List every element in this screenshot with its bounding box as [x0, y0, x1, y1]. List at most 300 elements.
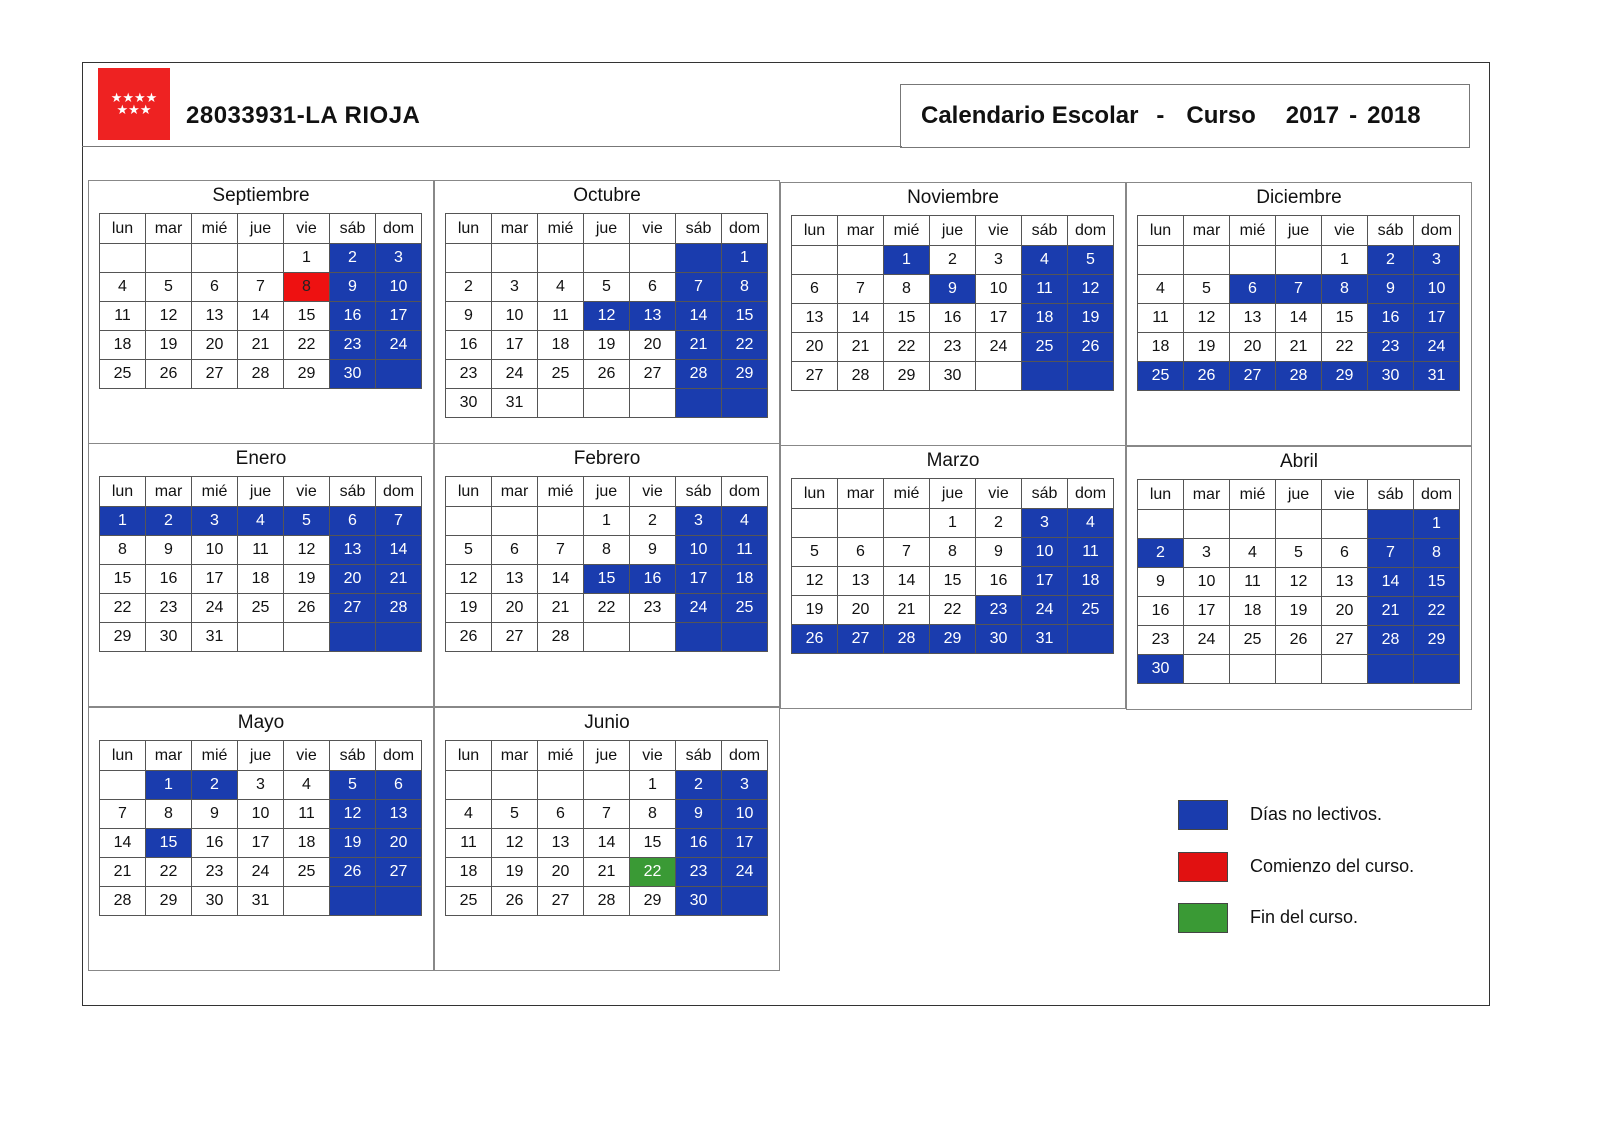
day-cell: 3 [238, 771, 284, 800]
day-cell: 10 [192, 536, 238, 565]
month-enero [88, 443, 434, 707]
day-cell: 29 [884, 362, 930, 391]
day-cell: 29 [284, 360, 330, 389]
month-name: Junio [584, 712, 630, 733]
day-cell: 25 [722, 594, 768, 623]
month-table [791, 478, 1114, 654]
day-cell: 3 [376, 244, 422, 273]
header-divider [82, 146, 902, 147]
weekday-header: sáb [676, 741, 722, 771]
weekday-header: mar [1184, 480, 1230, 510]
day-cell: 21 [1368, 597, 1414, 626]
day-cell: 11 [100, 302, 146, 331]
weekday-header: sáb [330, 214, 376, 244]
title-year-start: 2017 [1285, 102, 1340, 129]
weekday-header: dom [1414, 480, 1460, 510]
empty-cell [838, 246, 884, 275]
month-table [99, 740, 422, 916]
day-cell: 26 [1068, 333, 1114, 362]
weekday-header: vie [976, 479, 1022, 509]
day-cell: 9 [192, 800, 238, 829]
day-cell: 19 [1184, 333, 1230, 362]
day-cell: 2 [446, 273, 492, 302]
day-cell: 20 [538, 858, 584, 887]
day-cell: 21 [238, 331, 284, 360]
day-cell: 2 [976, 509, 1022, 538]
day-cell: 11 [538, 302, 584, 331]
day-cell: 17 [1184, 597, 1230, 626]
weekday-header: vie [1322, 216, 1368, 246]
weekday-header: jue [238, 477, 284, 507]
day-cell: 14 [838, 304, 884, 333]
month-table [445, 476, 768, 652]
month-mayo [88, 707, 434, 971]
weekday-header: lun [1138, 480, 1184, 510]
day-cell: 29 [722, 360, 768, 389]
title-year-end: 2018 [1367, 102, 1421, 129]
weekday-header: mié [538, 741, 584, 771]
day-cell: 12 [284, 536, 330, 565]
weekday-header: vie [1322, 480, 1368, 510]
day-cell: 20 [792, 333, 838, 362]
empty-cell [1276, 246, 1322, 275]
weekday-header: mié [1230, 480, 1276, 510]
day-cell: 28 [1276, 362, 1322, 391]
day-cell: 10 [1414, 275, 1460, 304]
empty-cell [146, 244, 192, 273]
empty-cell [1322, 655, 1368, 684]
day-cell: 10 [376, 273, 422, 302]
day-cell: 25 [538, 360, 584, 389]
day-cell: 21 [1276, 333, 1322, 362]
day-cell: 27 [538, 887, 584, 916]
weekday-header: mié [884, 216, 930, 246]
community-flag-logo [98, 68, 170, 140]
empty-cell [492, 771, 538, 800]
empty-cell [376, 360, 422, 389]
weekday-header: lun [792, 216, 838, 246]
day-cell: 11 [1022, 275, 1068, 304]
day-cell: 30 [930, 362, 976, 391]
day-cell: 1 [146, 771, 192, 800]
day-cell: 30 [192, 887, 238, 916]
weekday-header: lun [446, 741, 492, 771]
month-table [791, 215, 1114, 391]
day-cell: 18 [238, 565, 284, 594]
empty-cell [100, 244, 146, 273]
month-junio [434, 707, 780, 971]
day-cell: 7 [884, 538, 930, 567]
day-cell: 27 [192, 360, 238, 389]
day-cell: 2 [676, 771, 722, 800]
empty-cell [1322, 510, 1368, 539]
day-cell: 13 [792, 304, 838, 333]
weekday-header: lun [100, 741, 146, 771]
empty-cell [446, 507, 492, 536]
day-cell: 11 [284, 800, 330, 829]
day-cell: 24 [1414, 333, 1460, 362]
day-cell: 27 [792, 362, 838, 391]
day-cell: 2 [192, 771, 238, 800]
day-cell: 17 [676, 565, 722, 594]
legend-label: Días no lectivos. [1250, 804, 1383, 824]
day-cell: 28 [676, 360, 722, 389]
day-cell: 30 [146, 623, 192, 652]
empty-cell [1068, 625, 1114, 654]
day-cell: 13 [376, 800, 422, 829]
empty-cell [1184, 655, 1230, 684]
day-cell: 29 [146, 887, 192, 916]
day-cell: 21 [100, 858, 146, 887]
day-cell: 8 [884, 275, 930, 304]
empty-cell [284, 887, 330, 916]
empty-cell [722, 623, 768, 652]
empty-cell [792, 246, 838, 275]
empty-cell [538, 389, 584, 418]
empty-cell [192, 244, 238, 273]
day-cell: 3 [192, 507, 238, 536]
empty-cell [1230, 655, 1276, 684]
day-cell: 22 [100, 594, 146, 623]
empty-cell [1138, 510, 1184, 539]
day-cell: 28 [838, 362, 884, 391]
day-cell: 5 [584, 273, 630, 302]
day-cell: 15 [584, 565, 630, 594]
day-cell: 19 [492, 858, 538, 887]
empty-cell [1230, 246, 1276, 275]
day-cell: 23 [630, 594, 676, 623]
day-cell: 28 [376, 594, 422, 623]
day-cell: 21 [376, 565, 422, 594]
day-cell: 27 [1322, 626, 1368, 655]
day-cell: 2 [1138, 539, 1184, 568]
weekday-header: mié [538, 214, 584, 244]
legend-swatch [1178, 800, 1228, 830]
day-cell: 25 [446, 887, 492, 916]
weekday-header: jue [238, 741, 284, 771]
day-cell: 11 [1138, 304, 1184, 333]
day-cell: 20 [492, 594, 538, 623]
day-cell: 22 [284, 331, 330, 360]
weekday-header: jue [238, 214, 284, 244]
day-cell: 5 [792, 538, 838, 567]
legend-label: Fin del curso. [1250, 907, 1359, 927]
weekday-header: jue [584, 741, 630, 771]
weekday-header: jue [1276, 216, 1322, 246]
day-cell: 9 [630, 536, 676, 565]
day-cell: 12 [1276, 568, 1322, 597]
day-cell: 12 [1068, 275, 1114, 304]
day-cell: 16 [146, 565, 192, 594]
month-name: Septiembre [212, 185, 310, 206]
day-cell: 26 [446, 623, 492, 652]
weekday-header: jue [930, 216, 976, 246]
title-year-dash: - [1349, 102, 1358, 129]
empty-cell [1276, 510, 1322, 539]
weekday-header: mar [146, 214, 192, 244]
day-cell: 14 [376, 536, 422, 565]
day-cell: 22 [930, 596, 976, 625]
day-cell: 11 [238, 536, 284, 565]
day-cell: 27 [492, 623, 538, 652]
day-cell: 6 [538, 800, 584, 829]
empty-cell [976, 362, 1022, 391]
weekday-header: mar [838, 479, 884, 509]
weekday-header: mar [492, 214, 538, 244]
weekday-header: sáb [1368, 216, 1414, 246]
weekday-header: vie [630, 741, 676, 771]
day-cell: 13 [192, 302, 238, 331]
day-cell: 16 [630, 565, 676, 594]
weekday-header: sáb [330, 741, 376, 771]
weekday-header: dom [1068, 216, 1114, 246]
day-cell: 9 [446, 302, 492, 331]
empty-cell [376, 623, 422, 652]
day-cell: 13 [538, 829, 584, 858]
month-table [99, 476, 422, 652]
day-cell: 1 [284, 244, 330, 273]
day-cell: 31 [492, 389, 538, 418]
day-cell: 14 [1276, 304, 1322, 333]
day-cell: 23 [1138, 626, 1184, 655]
day-cell: 9 [976, 538, 1022, 567]
day-cell: 12 [1184, 304, 1230, 333]
weekday-header: vie [630, 477, 676, 507]
day-cell: 1 [630, 771, 676, 800]
day-cell: 15 [146, 829, 192, 858]
month-abril [1126, 446, 1472, 710]
day-cell: 8 [630, 800, 676, 829]
day-cell: 1 [722, 244, 768, 273]
day-cell: 6 [330, 507, 376, 536]
empty-cell [722, 389, 768, 418]
day-cell: 4 [1230, 539, 1276, 568]
day-cell: 15 [1414, 568, 1460, 597]
day-cell: 30 [1138, 655, 1184, 684]
day-cell: 7 [838, 275, 884, 304]
empty-cell [100, 771, 146, 800]
day-cell: 6 [630, 273, 676, 302]
day-cell: 15 [1322, 304, 1368, 333]
day-cell: 3 [492, 273, 538, 302]
weekday-header: lun [792, 479, 838, 509]
weekday-header: dom [1414, 216, 1460, 246]
day-cell: 5 [146, 273, 192, 302]
month-noviembre [780, 182, 1126, 446]
day-cell: 23 [676, 858, 722, 887]
month-name: Diciembre [1256, 187, 1342, 208]
day-cell: 27 [330, 594, 376, 623]
weekday-header: sáb [1022, 216, 1068, 246]
day-cell: 20 [838, 596, 884, 625]
day-cell: 14 [676, 302, 722, 331]
day-cell: 17 [976, 304, 1022, 333]
calendar-title-box [900, 84, 1470, 148]
day-cell: 1 [584, 507, 630, 536]
day-cell: 13 [630, 302, 676, 331]
day-cell: 26 [792, 625, 838, 654]
day-cell: 30 [1368, 362, 1414, 391]
day-cell: 12 [584, 302, 630, 331]
day-cell: 16 [676, 829, 722, 858]
day-cell: 11 [1068, 538, 1114, 567]
weekday-header: sáb [1022, 479, 1068, 509]
day-cell: 20 [1322, 597, 1368, 626]
day-cell: 4 [722, 507, 768, 536]
day-cell: 16 [930, 304, 976, 333]
empty-cell [1022, 362, 1068, 391]
day-cell: 27 [376, 858, 422, 887]
day-cell: 7 [238, 273, 284, 302]
day-cell: 17 [492, 331, 538, 360]
day-cell: 3 [676, 507, 722, 536]
empty-cell [1138, 246, 1184, 275]
day-cell: 7 [538, 536, 584, 565]
day-cell: 16 [330, 302, 376, 331]
day-cell: 10 [722, 800, 768, 829]
day-cell: 23 [930, 333, 976, 362]
day-cell: 28 [538, 623, 584, 652]
day-cell: 6 [1230, 275, 1276, 304]
day-cell: 30 [676, 887, 722, 916]
empty-cell [630, 623, 676, 652]
day-cell: 20 [376, 829, 422, 858]
logo-stars-bottom: ★★★ [116, 102, 152, 117]
weekday-header: mié [538, 477, 584, 507]
day-cell: 8 [1414, 539, 1460, 568]
weekday-header: vie [976, 216, 1022, 246]
empty-cell [630, 244, 676, 273]
day-cell: 28 [100, 887, 146, 916]
month-name: Marzo [926, 450, 980, 471]
day-cell: 26 [1276, 626, 1322, 655]
day-cell: 31 [1022, 625, 1068, 654]
day-cell: 24 [676, 594, 722, 623]
day-cell: 17 [1022, 567, 1068, 596]
weekday-header: mié [884, 479, 930, 509]
month-table [1137, 479, 1460, 684]
day-cell: 5 [330, 771, 376, 800]
month-name: Noviembre [907, 187, 999, 208]
day-cell: 23 [146, 594, 192, 623]
weekday-header: jue [584, 477, 630, 507]
empty-cell [676, 389, 722, 418]
day-cell: 16 [1368, 304, 1414, 333]
weekday-header: mié [192, 214, 238, 244]
day-cell: 7 [1368, 539, 1414, 568]
day-cell: 19 [284, 565, 330, 594]
weekday-header: lun [446, 477, 492, 507]
day-cell: 12 [792, 567, 838, 596]
weekday-header: mar [838, 216, 884, 246]
month-name: Enero [235, 448, 287, 469]
weekday-header: dom [376, 741, 422, 771]
weekday-header: jue [584, 214, 630, 244]
day-cell: 26 [284, 594, 330, 623]
day-cell: 23 [446, 360, 492, 389]
month-name: Abril [1279, 451, 1318, 472]
legend-label: Comienzo del curso. [1250, 856, 1415, 876]
month-septiembre [88, 180, 434, 444]
day-cell: 29 [930, 625, 976, 654]
day-cell: 2 [1368, 246, 1414, 275]
weekday-header: dom [722, 741, 768, 771]
day-cell: 20 [1230, 333, 1276, 362]
empty-cell [446, 244, 492, 273]
empty-cell [238, 244, 284, 273]
empty-cell [584, 244, 630, 273]
day-cell: 11 [1230, 568, 1276, 597]
month-name: Mayo [237, 712, 285, 733]
weekday-header: dom [376, 477, 422, 507]
day-cell: 6 [838, 538, 884, 567]
day-cell: 10 [492, 302, 538, 331]
day-cell: 8 [584, 536, 630, 565]
day-cell: 22 [630, 858, 676, 887]
title-curso: Curso [1186, 102, 1256, 129]
day-cell: 22 [584, 594, 630, 623]
day-cell: 13 [492, 565, 538, 594]
day-cell: 29 [1414, 626, 1460, 655]
empty-cell [838, 509, 884, 538]
day-cell: 4 [284, 771, 330, 800]
day-cell: 7 [100, 800, 146, 829]
day-cell: 4 [446, 800, 492, 829]
day-cell: 27 [838, 625, 884, 654]
day-cell: 18 [1230, 597, 1276, 626]
day-cell: 22 [884, 333, 930, 362]
weekday-header: vie [284, 741, 330, 771]
day-cell: 14 [1368, 568, 1414, 597]
day-cell: 17 [376, 302, 422, 331]
day-cell: 22 [146, 858, 192, 887]
day-cell: 31 [192, 623, 238, 652]
month-octubre [434, 180, 780, 444]
empty-cell [1368, 655, 1414, 684]
day-cell: 31 [1414, 362, 1460, 391]
empty-cell [1276, 655, 1322, 684]
day-cell: 6 [376, 771, 422, 800]
day-cell: 3 [1022, 509, 1068, 538]
day-cell: 23 [192, 858, 238, 887]
day-cell: 21 [838, 333, 884, 362]
day-cell: 6 [192, 273, 238, 302]
month-marzo [780, 445, 1126, 709]
day-cell: 13 [1322, 568, 1368, 597]
day-cell: 11 [446, 829, 492, 858]
day-cell: 5 [1276, 539, 1322, 568]
day-cell: 16 [192, 829, 238, 858]
day-cell: 27 [630, 360, 676, 389]
day-cell: 25 [238, 594, 284, 623]
weekday-header: mar [146, 741, 192, 771]
day-cell: 13 [838, 567, 884, 596]
weekday-header: jue [930, 479, 976, 509]
day-cell: 30 [446, 389, 492, 418]
weekday-header: vie [284, 214, 330, 244]
empty-cell [330, 887, 376, 916]
day-cell: 3 [1414, 246, 1460, 275]
day-cell: 18 [446, 858, 492, 887]
day-cell: 8 [1322, 275, 1368, 304]
day-cell: 17 [238, 829, 284, 858]
school-name: 28033931-LA RIOJA [186, 102, 421, 129]
logo-stars-top: ★★★★ [110, 90, 158, 105]
day-cell: 30 [976, 625, 1022, 654]
empty-cell [1414, 655, 1460, 684]
empty-cell [446, 771, 492, 800]
empty-cell [584, 389, 630, 418]
